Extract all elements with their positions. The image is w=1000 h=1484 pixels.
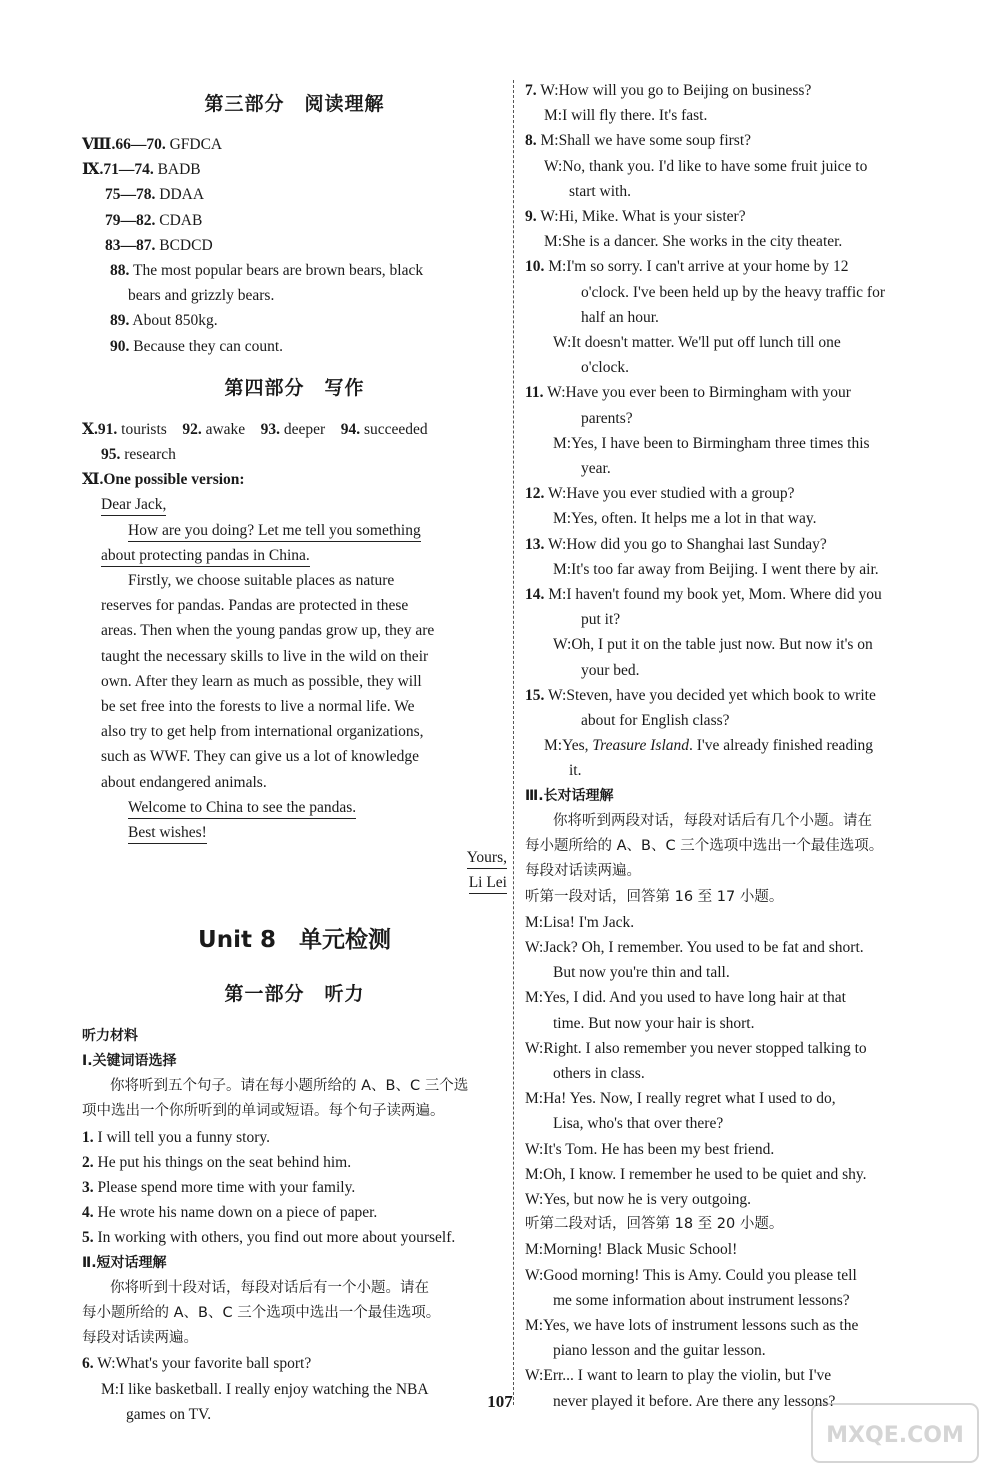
dialog-6-w: 6. W:What's your favorite ball sport? <box>82 1355 312 1373</box>
reading-answer-row <box>82 182 507 207</box>
conversation-line: W:Yes, but now he is very outgoing. <box>525 1190 752 1208</box>
conversation-line: W:It's Tom. He has been my best friend. <box>525 1140 775 1158</box>
q88-cont: bears and grizzly bears. <box>128 287 275 305</box>
dialog-line-cont: about for English class? <box>581 712 730 730</box>
letter-greeting: Dear Jack, <box>82 492 507 517</box>
answer-group-label: Ⅸ. <box>82 161 104 179</box>
writing-x-answers: Ⅹ.91. tourists 92. awake 93. deeper 94. succeeded <box>82 420 428 438</box>
sentence-number: 3. <box>82 1178 94 1196</box>
reading-answer-row <box>82 132 507 157</box>
letter-line: such as WWF. They can give us a lot of knowledge <box>101 748 420 766</box>
sec2-title: Ⅱ.短对话理解 <box>82 1254 167 1271</box>
dialog-line: M:She is a dancer. She works in the city theater. <box>544 233 843 251</box>
sentence-item <box>82 1200 507 1225</box>
dialog-text: M:I haven't found my book yet, Mom. Where did you <box>548 586 882 604</box>
part3-title: 第三部分 阅读理解 <box>204 93 385 115</box>
conversation-line-cont: Lisa, who's that over there? <box>553 1115 724 1133</box>
sentence-item <box>82 1150 507 1175</box>
conversation-line-cont: time. But now your hair is short. <box>553 1014 755 1032</box>
dialog-number: 15. <box>525 686 545 704</box>
letter-line: areas. Then when the young pandas grow up, they are <box>101 622 435 640</box>
left-column <box>82 76 507 1427</box>
letter-line: taught the necessary skills to live in the wild on their <box>101 647 429 665</box>
dialog-line <box>525 532 957 557</box>
q88: 88. The most popular bears are brown bears, black <box>110 262 424 280</box>
reading-answer-row <box>82 208 507 233</box>
column-divider <box>513 80 514 1405</box>
conversation-line-cont: me some information about instrument lessons? <box>553 1291 850 1309</box>
letter-line: reserves for pandas. Pandas are protected in these <box>101 597 409 615</box>
answer-range: 83—87. <box>105 236 156 254</box>
dialog-6-m: M:I like basketball. I really enjoy watching the NBA <box>101 1380 429 1398</box>
dialog-line: M:I will fly there. It's fast. <box>544 107 708 125</box>
letter-line: about endangered animals. <box>101 773 267 791</box>
letter-sign1: Yours, <box>82 845 507 870</box>
dialog-line-cont: your bed. <box>581 661 640 679</box>
conversation-line-cont: piano lesson and the guitar lesson. <box>553 1342 766 1360</box>
reading-answers <box>82 132 507 258</box>
dialog-line: M:Yes, I have been to Birmingham three times this <box>553 434 870 452</box>
sec3-intro-c: 每段对话读两遍。 <box>525 863 641 880</box>
sentence-text: In working with others, you find out more about yourself. <box>97 1229 456 1247</box>
dialog-line-cont: o'clock. <box>581 359 629 377</box>
sec2-intro-a: 你将听到十段对话，每段对话后有一个小题。请在 <box>110 1279 429 1296</box>
answer-letters: BCDCD <box>159 236 213 254</box>
conversation-line-cont: never played it before. Are there any lessons? <box>553 1392 836 1410</box>
letter-sign2: Li Lei <box>82 870 507 895</box>
unit-title: Unit 8 单元检测 <box>198 926 391 953</box>
dialog-line <box>525 380 957 405</box>
sentence-text: I will tell you a funny story. <box>97 1128 270 1146</box>
letter-line: own. After they learn as much as possible, they will <box>101 672 422 690</box>
letter-closing1: Welcome to China to see the pandas. <box>82 795 507 820</box>
dialog-line <box>525 78 957 103</box>
sec1-title: Ⅰ.关键词语选择 <box>82 1052 177 1069</box>
dialog-number: 8. <box>525 132 537 150</box>
dialog-line <box>525 254 957 279</box>
dialog-text: W:Steven, have you decided yet which book to write <box>547 686 876 704</box>
sec1-intro-a: 你将听到五个句子。请在每小题所给的 A、B、C 三个选 <box>110 1078 469 1095</box>
dialog-line: W:It doesn't matter. We'll put off lunch till one <box>553 334 841 352</box>
conversation-line-cont: But now you're thin and tall. <box>553 964 730 982</box>
sec3-title: Ⅲ.长对话理解 <box>525 787 614 804</box>
answer-range: 75—78. <box>105 186 156 204</box>
dialog-line <box>525 582 957 607</box>
sentence-number: 5. <box>82 1229 94 1247</box>
conv2-label: 听第二段对话，回答第 18 至 20 小题。 <box>525 1216 784 1233</box>
conv1-label: 听第一段对话，回答第 16 至 17 小题。 <box>525 888 784 905</box>
dialog-line: W:Oh, I put it on the table just now. But now it's on <box>553 636 873 654</box>
dialog-number: 14. <box>525 586 545 604</box>
dialog-line-cont: year. <box>581 460 611 478</box>
dialog-15-m: M:Yes, Treasure Island. I've already finished reading <box>544 737 873 755</box>
watermark-logo <box>810 1402 980 1464</box>
dialog-number: 11. <box>525 384 544 402</box>
answer-letters: DDAA <box>159 186 205 204</box>
part1-title: 第一部分 听力 <box>224 982 365 1005</box>
sentence-text: He wrote his name down on a piece of paper. <box>97 1204 378 1222</box>
dialog-line-cont: put it? <box>581 611 621 629</box>
sentence-number: 1. <box>82 1128 94 1146</box>
dialog-line: M:Yes, often. It helps me a lot in that way. <box>553 510 817 528</box>
letter-p1b: about protecting pandas in China. <box>82 543 507 568</box>
dialog-line: W:No, thank you. I'd like to have some fruit juice to <box>544 157 868 175</box>
conversation-line: W:Right. I also remember you never stopped talking to <box>525 1039 867 1057</box>
sec1-intro-b: 项中选出一个你所听到的单词或短语。每个句子读两遍。 <box>82 1103 445 1120</box>
sec2-intro-c: 每段对话读两遍。 <box>82 1330 198 1347</box>
conversation-line: W:Err... I want to learn to play the violin, but I've <box>525 1367 832 1385</box>
letter-line: be set free into the forests to live a normal life. We <box>101 698 415 716</box>
letter-line: also try to get help from international organizations, <box>101 723 424 741</box>
q90: 90. Because they can count. <box>110 337 284 355</box>
conversation-line: M:Ha! Yes. Now, I really regret what I used to do, <box>525 1090 836 1108</box>
dialog-number: 12. <box>525 485 545 503</box>
conversation-line: M:Morning! Black Music School! <box>525 1241 738 1259</box>
short-dialogs <box>525 78 957 733</box>
sentence-item <box>82 1125 507 1150</box>
svg-text:MXQE.COM: MXQE.COM <box>826 1423 964 1448</box>
conversation-2 <box>525 1237 957 1413</box>
answer-range: 79—82. <box>105 211 156 229</box>
dialog-line-cont: o'clock. I've been held up by the heavy traffic for <box>581 283 885 301</box>
conversation-line: M:Yes, we have lots of instrument lessons such as the <box>525 1316 859 1334</box>
answer-range: 71—74. <box>103 161 154 179</box>
reading-answer-row <box>82 157 507 182</box>
dialog-text: W:How did you go to Shanghai last Sunday? <box>547 535 827 553</box>
letter-p1a: How are you doing? Let me tell you something <box>82 518 507 543</box>
sec3-intro-a: 你将听到两段对话，每段对话后有几个小题。请在 <box>553 812 872 829</box>
conversation-line: W:Jack? Oh, I remember. You used to be fat and short. <box>525 938 864 956</box>
dialog-line <box>525 683 957 708</box>
conversation-line: M:Oh, I know. I remember he used to be quiet and shy. <box>525 1165 867 1183</box>
dialog-text: W:How will you go to Beijing on business? <box>540 82 812 99</box>
dialog-text: W:Have you ever studied with a group? <box>547 485 795 503</box>
dialog-text: M:I'm so sorry. I can't arrive at your home by 12 <box>548 258 849 276</box>
dialog-line <box>525 128 957 153</box>
sentence-text: Please spend more time with your family. <box>97 1178 356 1196</box>
letter-closing2: Best wishes! <box>82 820 507 845</box>
dialog-number: 7. <box>525 82 537 99</box>
answer-range: 66—70. <box>115 136 166 153</box>
answer-letters: CDAB <box>159 211 203 229</box>
dialog-line-cont: half an hour. <box>581 308 659 326</box>
dialog-6-m-cont: games on TV. <box>126 1405 212 1423</box>
sentence-number: 4. <box>82 1204 94 1222</box>
sentence-number: 2. <box>82 1153 94 1171</box>
dialog-line <box>525 204 957 229</box>
reading-answer-row <box>82 233 507 258</box>
dialog-number: 10. <box>525 258 545 276</box>
answer-letters: GFDCA <box>169 136 223 153</box>
sentence-list <box>82 1125 507 1251</box>
writing-xi-title: Ⅺ.One possible version: <box>82 471 245 489</box>
sec2-intro-b: 每小题所给的 A、B、C 三个选项中选出一个最佳选项。 <box>82 1304 441 1321</box>
sentence-item <box>82 1175 507 1200</box>
dialog-text: M:Shall we have some soup first? <box>540 132 752 150</box>
listening-material-label: 听力材料 <box>82 1027 138 1044</box>
q89: 89. About 850kg. <box>110 312 218 330</box>
sec3-intro-b: 每小题所给的 A、B、C 三个选项中选出一个最佳选项。 <box>525 838 884 855</box>
writing-x95: 95. research <box>101 446 176 464</box>
conversation-line: M:Lisa! I'm Jack. <box>525 913 635 931</box>
page-number: 107 <box>487 1392 513 1411</box>
sentence-item <box>82 1225 507 1250</box>
answer-letters: BADB <box>157 161 201 179</box>
dialog-line-cont: parents? <box>581 409 633 427</box>
conversation-1 <box>525 910 957 1212</box>
letter-body <box>82 568 507 795</box>
conversation-line-cont: others in class. <box>553 1064 645 1082</box>
dialog-15-m-cont: it. <box>569 762 582 780</box>
dialog-line-cont: start with. <box>569 182 631 200</box>
part4-title: 第四部分 写作 <box>224 376 365 399</box>
sentence-text: He put his things on the seat behind him. <box>97 1153 352 1171</box>
dialog-text: W:Have you ever been to Birmingham with your <box>547 384 851 402</box>
dialog-line <box>525 481 957 506</box>
dialog-line: M:It's too far away from Beijing. I went there by air. <box>553 560 879 578</box>
dialog-number: 9. <box>525 208 537 226</box>
conversation-line: W:Good morning! This is Amy. Could you please tell <box>525 1266 857 1284</box>
letter-line: Firstly, we choose suitable places as nature <box>128 572 395 590</box>
dialog-number: 13. <box>525 535 545 553</box>
right-column <box>525 78 957 1414</box>
answer-group-label: Ⅷ. <box>82 136 116 153</box>
conversation-line: M:Yes, I did. And you used to have long hair at that <box>525 989 846 1007</box>
dialog-text: W:Hi, Mike. What is your sister? <box>540 208 746 226</box>
